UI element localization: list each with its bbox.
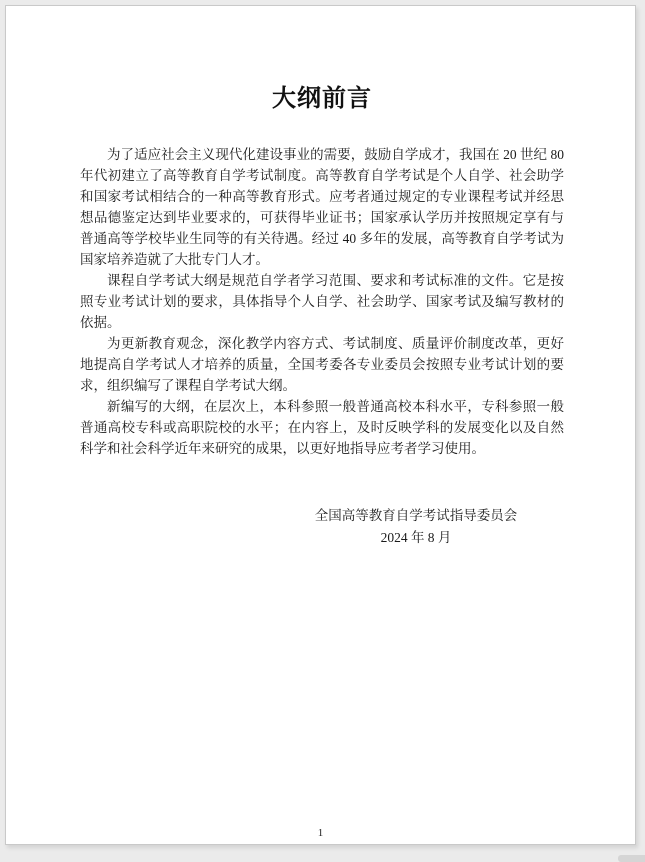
signature-block: [276, 505, 556, 549]
paragraph-4: 新编写的大纲，在层次上，本科参照一般普通高校本科水平，专科参照一般普通高校专科或高职院校的水平；在内容上，及时反映学科的发展变化以及自然科学和社会科学近年来研究的成果，以更好地指导应考者学习使用。: [80, 399, 564, 456]
paragraph-2: 课程自学考试大纲是规范自学者学习范围、要求和考试标准的文件。它是按照专业考试计划的要求，具体指导个人自学、社会助学、国家考试及编写教材的依据。: [80, 273, 564, 330]
paragraph-1: 为了适应社会主义现代化建设事业的需要，鼓励自学成才，我国在 20 世纪 80 年代初建立了高等教育自学考试制度。高等教育自学考试是个人自学、社会助学和国家考试相结合的一种高等教育形式。应考者通过规定的专业课程考试并经思想品德鉴定达到毕业要求的，可获得毕业证书；国家承认学历并按照规定享有与普通高等学校毕业生同等的有关待遇。经过 40 多年的发展，高等教育自学考试为国家培养造就了大批专门人才。: [80, 147, 564, 267]
paragraph-3: 为更新教育观念，深化教学内容方式、考试制度、质量评价制度改革，更好地提高自学考试人才培养的质量，全国考委各专业委员会按照专业考试计划的要求，组织编写了课程自学考试大纲。: [80, 336, 564, 393]
horizontal-scrollbar-thumb[interactable]: [618, 855, 645, 862]
document-title: 大纲前言: [272, 85, 372, 112]
page-number: 1: [317, 827, 324, 839]
document-page: [5, 5, 636, 845]
signature-committee: 全国高等教育自学考试指导委员会: [314, 508, 518, 523]
signature-date: 2024 年 8 月: [380, 530, 452, 545]
page-content: [6, 6, 635, 549]
